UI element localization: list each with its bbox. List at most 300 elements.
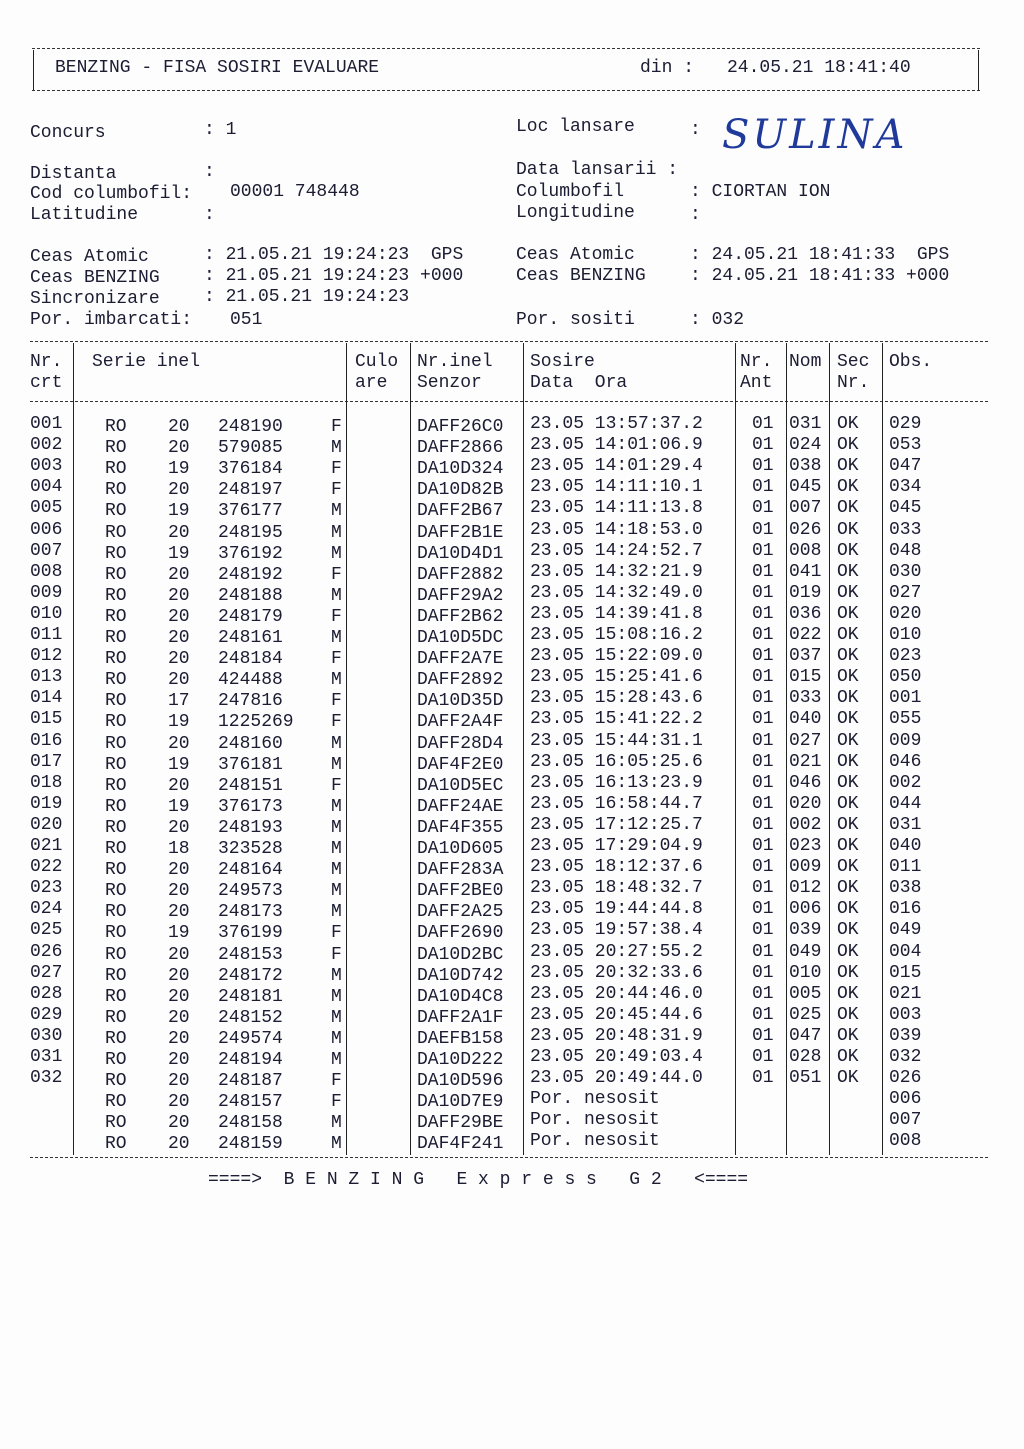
cell-sec: OK bbox=[837, 667, 859, 688]
distanta-label: Distanta bbox=[30, 164, 117, 184]
cell-sec: OK bbox=[837, 772, 859, 793]
cell-sensor-id: DAFF28D4 bbox=[417, 733, 504, 754]
cell-sex: M bbox=[331, 902, 342, 923]
concurs-value: : 1 bbox=[204, 120, 237, 140]
cell-sex: F bbox=[331, 1071, 342, 1092]
cell-sensor-id: DAF4F2E0 bbox=[417, 754, 504, 775]
cell-sec: OK bbox=[837, 1004, 859, 1025]
cell-sensor-id: DAFF2A1F bbox=[417, 1007, 504, 1028]
col-culoare: Culo bbox=[355, 352, 399, 372]
cell-sensor-id: DAFF26C0 bbox=[417, 417, 504, 437]
cell-nom: 006 bbox=[789, 899, 822, 920]
cell-nom: 015 bbox=[789, 667, 822, 688]
cell-ring-country: RO bbox=[105, 775, 127, 796]
cell-arrival-time: 23.05 20:32:33.6 bbox=[530, 962, 703, 983]
cell-ring-year: 20 bbox=[168, 649, 190, 670]
header-border-top bbox=[32, 48, 980, 49]
cell-sec: OK bbox=[837, 414, 859, 434]
cell-obs: 038 bbox=[889, 878, 922, 899]
cell-obs: 016 bbox=[889, 899, 922, 920]
cell-obs: 049 bbox=[889, 920, 922, 941]
cell-sensor-id: DAFF283A bbox=[417, 860, 504, 881]
col-data-ora: Data Ora bbox=[530, 373, 628, 393]
cell-obs: 002 bbox=[889, 772, 922, 793]
cell-sec: OK bbox=[837, 561, 859, 582]
cell-sec: OK bbox=[837, 625, 859, 645]
long-label: Longitudine bbox=[516, 203, 635, 223]
cell-sex: M bbox=[331, 1050, 342, 1070]
cell-ant: 01 bbox=[752, 435, 774, 456]
cell-sex: M bbox=[331, 860, 342, 881]
cell-obs: 039 bbox=[889, 1025, 922, 1046]
cell-arrival-time: 23.05 15:41:22.2 bbox=[530, 709, 703, 730]
cell-arrival-time: 23.05 20:49:03.4 bbox=[530, 1047, 703, 1067]
cell-arrival-time: Por. nesosit bbox=[530, 1089, 660, 1110]
cell-sex: M bbox=[331, 754, 342, 775]
cell-sex: F bbox=[331, 923, 342, 944]
cell-sensor-id: DAFF2A4F bbox=[417, 712, 504, 733]
cell-ant: 01 bbox=[752, 1025, 774, 1046]
cell-nr: 025 bbox=[30, 920, 63, 941]
cell-obs: 015 bbox=[889, 962, 922, 983]
cell-nr: 009 bbox=[30, 582, 63, 603]
cell-obs: 020 bbox=[889, 603, 922, 624]
imbarcati-label: Por. imbarcati: bbox=[30, 310, 193, 330]
loc-label: Loc lansare bbox=[516, 117, 635, 137]
cell-ring-country: RO bbox=[105, 860, 127, 881]
cell-ring-country: RO bbox=[105, 691, 127, 712]
cell-sec: OK bbox=[837, 477, 859, 498]
cell-ring-number: 248164 bbox=[218, 860, 283, 881]
cell-nr: 017 bbox=[30, 751, 63, 772]
col-nr-inel: Nr.inel bbox=[417, 352, 493, 372]
cell-nr: 029 bbox=[30, 1004, 63, 1025]
cell-ring-year: 19 bbox=[168, 754, 190, 775]
cell-ring-country: RO bbox=[105, 1113, 127, 1134]
ceas-atomic2-label: Ceas Atomic bbox=[516, 245, 635, 265]
cell-sex: M bbox=[331, 1134, 342, 1155]
cell-nr: 031 bbox=[30, 1047, 63, 1067]
cell-ring-number: 579085 bbox=[218, 438, 283, 459]
cell-sex: M bbox=[331, 628, 342, 648]
cell-ring-number: 248153 bbox=[218, 944, 283, 965]
col-ant: Ant bbox=[740, 373, 773, 393]
col-nr-ant: Nr. bbox=[740, 352, 773, 372]
ceas-benzing-label: Ceas BENZING bbox=[30, 268, 160, 288]
cell-arrival-time: 23.05 15:25:41.6 bbox=[530, 667, 703, 688]
cell-sec: OK bbox=[837, 519, 859, 540]
cell-ring-number: 248158 bbox=[218, 1113, 283, 1134]
cell-nom: 012 bbox=[789, 878, 822, 899]
cell-ring-number: 424488 bbox=[218, 670, 283, 691]
cell-nr: 023 bbox=[30, 878, 63, 899]
cell-ant: 01 bbox=[752, 414, 774, 434]
cell-obs: 026 bbox=[889, 1068, 922, 1089]
cell-ring-country: RO bbox=[105, 1134, 127, 1155]
cell-sex: F bbox=[331, 459, 342, 480]
cell-ring-country: RO bbox=[105, 902, 127, 923]
cell-ring-year: 20 bbox=[168, 606, 190, 627]
cell-ring-number: 248188 bbox=[218, 585, 283, 606]
cell-ring-number: 248151 bbox=[218, 775, 283, 796]
cell-sec: OK bbox=[837, 1068, 859, 1089]
cell-ring-country: RO bbox=[105, 817, 127, 838]
cell-ring-number: 248195 bbox=[218, 522, 283, 543]
cell-ring-year: 20 bbox=[168, 965, 190, 986]
cell-sensor-id: DAFF2B62 bbox=[417, 606, 504, 627]
table-top-rule bbox=[30, 341, 988, 342]
cell-ant: 01 bbox=[752, 836, 774, 856]
cell-nr: 024 bbox=[30, 899, 63, 920]
cell-arrival-time: 23.05 14:32:21.9 bbox=[530, 561, 703, 582]
cell-sensor-id: DAFF2A7E bbox=[417, 649, 504, 670]
cell-nom: 041 bbox=[789, 561, 822, 582]
cell-obs: 047 bbox=[889, 456, 922, 477]
cell-sensor-id: DAF4F241 bbox=[417, 1134, 504, 1155]
cell-ant: 01 bbox=[752, 582, 774, 603]
cell-ring-country: RO bbox=[105, 944, 127, 965]
cell-arrival-time: Por. nesosit bbox=[530, 1131, 660, 1152]
cell-sex: F bbox=[331, 480, 342, 501]
cell-obs: 031 bbox=[889, 814, 922, 835]
cell-arrival-time: 23.05 14:01:06.9 bbox=[530, 435, 703, 456]
cell-ring-number: 376177 bbox=[218, 501, 283, 522]
cell-sensor-id: DA10D35D bbox=[417, 691, 504, 712]
cell-sex: M bbox=[331, 1028, 342, 1049]
col-nr: Nr. bbox=[30, 352, 63, 372]
column-divider bbox=[829, 343, 830, 1155]
cell-ring-country: RO bbox=[105, 1092, 127, 1113]
cell-ring-year: 20 bbox=[168, 902, 190, 923]
cell-ring-country: RO bbox=[105, 522, 127, 543]
cell-sensor-id: DAFF2892 bbox=[417, 670, 504, 691]
cell-ring-number: 376184 bbox=[218, 459, 283, 480]
cell-ring-country: RO bbox=[105, 965, 127, 986]
cell-arrival-time: 23.05 20:27:55.2 bbox=[530, 941, 703, 962]
cell-nr: 001 bbox=[30, 414, 63, 434]
cell-sex: M bbox=[331, 585, 342, 606]
cell-obs: 003 bbox=[889, 1004, 922, 1025]
cell-sec: OK bbox=[837, 1047, 859, 1067]
cell-sex: M bbox=[331, 796, 342, 817]
cell-ring-number: 248160 bbox=[218, 733, 283, 754]
column-divider bbox=[882, 343, 883, 1155]
cell-nr: 015 bbox=[30, 709, 63, 730]
cell-ring-number: 248184 bbox=[218, 649, 283, 670]
cell-obs: 033 bbox=[889, 519, 922, 540]
cell-nr: 008 bbox=[30, 561, 63, 582]
col-nom: Nom bbox=[789, 352, 822, 372]
columbofil-value: : CIORTAN ION bbox=[690, 182, 831, 202]
cell-ant: 01 bbox=[752, 667, 774, 688]
cell-ant: 01 bbox=[752, 603, 774, 624]
cell-nom: 026 bbox=[789, 519, 822, 540]
cell-sex: M bbox=[331, 501, 342, 522]
lat-label: Latitudine bbox=[30, 205, 139, 225]
cell-obs: 006 bbox=[889, 1089, 922, 1110]
cell-sex: F bbox=[331, 1092, 342, 1113]
cell-arrival-time: 23.05 18:12:37.6 bbox=[530, 857, 703, 878]
ceas-benzing-value: : 21.05.21 19:24:23 +000 bbox=[204, 266, 464, 286]
cell-ring-year: 20 bbox=[168, 1134, 190, 1155]
cell-obs: 008 bbox=[889, 1131, 922, 1152]
cell-ring-country: RO bbox=[105, 1007, 127, 1028]
cell-obs: 055 bbox=[889, 709, 922, 730]
cell-sec: OK bbox=[837, 688, 859, 709]
cell-sex: M bbox=[331, 1113, 342, 1134]
cell-sensor-id: DAFF2866 bbox=[417, 438, 504, 459]
cell-ant: 01 bbox=[752, 962, 774, 983]
cell-sex: F bbox=[331, 417, 342, 437]
cell-arrival-time: 23.05 17:12:25.7 bbox=[530, 814, 703, 835]
cell-obs: 032 bbox=[889, 1047, 922, 1067]
cell-nr: 019 bbox=[30, 793, 63, 814]
cell-arrival-time: 23.05 20:45:44.6 bbox=[530, 1004, 703, 1025]
cell-nom: 008 bbox=[789, 540, 822, 561]
col-sosire: Sosire bbox=[530, 352, 595, 372]
cell-nr: 020 bbox=[30, 814, 63, 835]
cell-ring-country: RO bbox=[105, 923, 127, 944]
sositi-label: Por. sositi bbox=[516, 310, 635, 330]
cell-nr: 022 bbox=[30, 857, 63, 878]
cell-ring-year: 20 bbox=[168, 1071, 190, 1092]
cell-sec: OK bbox=[837, 709, 859, 730]
cell-ring-year: 20 bbox=[168, 564, 190, 585]
cell-sex: F bbox=[331, 691, 342, 712]
cell-nom: 027 bbox=[789, 730, 822, 751]
cell-ring-number: 1225269 bbox=[218, 712, 294, 733]
cell-nr: 021 bbox=[30, 836, 63, 856]
cell-ring-country: RO bbox=[105, 649, 127, 670]
cell-nom: 025 bbox=[789, 1004, 822, 1025]
cell-sensor-id: DAFF2882 bbox=[417, 564, 504, 585]
cell-sex: F bbox=[331, 712, 342, 733]
cell-ring-number: 248181 bbox=[218, 986, 283, 1007]
document-title: BENZING - FISA SOSIRI EVALUARE bbox=[55, 58, 380, 78]
cell-ring-number: 376192 bbox=[218, 543, 283, 564]
cell-ring-year: 20 bbox=[168, 860, 190, 881]
cell-sex: F bbox=[331, 775, 342, 796]
cell-sec: OK bbox=[837, 941, 859, 962]
cell-ring-year: 20 bbox=[168, 881, 190, 902]
cell-sec: OK bbox=[837, 540, 859, 561]
cell-ring-number: 248159 bbox=[218, 1134, 283, 1155]
cell-sensor-id: DAFF29A2 bbox=[417, 585, 504, 606]
cell-sex: M bbox=[331, 817, 342, 838]
col-crt: crt bbox=[30, 373, 63, 393]
sinc-label: Sincronizare bbox=[30, 289, 160, 309]
cell-ring-number: 249574 bbox=[218, 1028, 283, 1049]
cell-nr: 011 bbox=[30, 625, 63, 645]
header-border-left bbox=[33, 50, 34, 90]
cell-sex: F bbox=[331, 649, 342, 670]
cell-sensor-id: DA10D7E9 bbox=[417, 1092, 504, 1113]
cell-arrival-time: 23.05 19:57:38.4 bbox=[530, 920, 703, 941]
col-culoare-2: are bbox=[355, 373, 388, 393]
cell-nom: 010 bbox=[789, 962, 822, 983]
cell-arrival-time: 23.05 15:28:43.6 bbox=[530, 688, 703, 709]
cell-nr: 003 bbox=[30, 456, 63, 477]
cell-sex: M bbox=[331, 438, 342, 459]
cell-ring-number: 248187 bbox=[218, 1071, 283, 1092]
cell-ring-year: 20 bbox=[168, 480, 190, 501]
cell-ring-year: 20 bbox=[168, 1050, 190, 1070]
cell-ring-number: 376181 bbox=[218, 754, 283, 775]
cell-sensor-id: DAFF24AE bbox=[417, 796, 504, 817]
cell-sensor-id: DA10D5EC bbox=[417, 775, 504, 796]
cell-ring-year: 19 bbox=[168, 796, 190, 817]
cell-ring-year: 20 bbox=[168, 817, 190, 838]
cell-obs: 046 bbox=[889, 751, 922, 772]
cell-sensor-id: DA10D324 bbox=[417, 459, 504, 480]
cell-ring-number: 323528 bbox=[218, 839, 283, 859]
cell-arrival-time: 23.05 16:05:25.6 bbox=[530, 751, 703, 772]
cell-ring-country: RO bbox=[105, 754, 127, 775]
cell-ring-year: 19 bbox=[168, 712, 190, 733]
cell-ring-year: 20 bbox=[168, 522, 190, 543]
cell-ring-year: 19 bbox=[168, 501, 190, 522]
cell-nom: 022 bbox=[789, 625, 822, 645]
cell-ring-year: 20 bbox=[168, 1113, 190, 1134]
cell-nr: 010 bbox=[30, 603, 63, 624]
cell-ring-country: RO bbox=[105, 881, 127, 902]
cell-ring-country: RO bbox=[105, 438, 127, 459]
long-value: : bbox=[690, 205, 701, 225]
cell-ant: 01 bbox=[752, 477, 774, 498]
cell-ring-country: RO bbox=[105, 712, 127, 733]
cell-sensor-id: DA10D222 bbox=[417, 1050, 504, 1070]
cell-nom: 019 bbox=[789, 582, 822, 603]
cell-obs: 010 bbox=[889, 625, 922, 645]
cell-ring-year: 20 bbox=[168, 585, 190, 606]
column-divider bbox=[523, 343, 524, 1155]
cell-obs: 029 bbox=[889, 414, 922, 434]
cell-ant: 01 bbox=[752, 1068, 774, 1089]
cell-ring-year: 19 bbox=[168, 459, 190, 480]
cell-sensor-id: DAFF2B67 bbox=[417, 501, 504, 522]
data-lansarii-label: Data lansarii : bbox=[516, 160, 679, 180]
cell-sensor-id: DA10D605 bbox=[417, 839, 504, 859]
col-obs: Obs. bbox=[889, 352, 933, 372]
cell-ring-number: 248193 bbox=[218, 817, 283, 838]
cell-ant: 01 bbox=[752, 857, 774, 878]
cell-ant: 01 bbox=[752, 519, 774, 540]
cod-label: Cod columbofil: bbox=[30, 184, 193, 204]
cell-arrival-time: 23.05 20:44:46.0 bbox=[530, 983, 703, 1004]
cell-arrival-time: 23.05 14:18:53.0 bbox=[530, 519, 703, 540]
cell-nr: 006 bbox=[30, 519, 63, 540]
cell-nom: 036 bbox=[789, 603, 822, 624]
cell-ring-year: 18 bbox=[168, 839, 190, 859]
lat-value: : bbox=[204, 205, 215, 225]
cell-ant: 01 bbox=[752, 456, 774, 477]
cell-ring-number: 249573 bbox=[218, 881, 283, 902]
cell-sex: M bbox=[331, 965, 342, 986]
ceas-atomic-label: Ceas Atomic bbox=[30, 247, 149, 267]
cell-arrival-time: 23.05 14:11:10.1 bbox=[530, 477, 703, 498]
cell-ant: 01 bbox=[752, 772, 774, 793]
cell-nr: 013 bbox=[30, 667, 63, 688]
cell-sex: F bbox=[331, 606, 342, 627]
cell-sensor-id: DA10D2BC bbox=[417, 944, 504, 965]
cell-nom: 021 bbox=[789, 751, 822, 772]
cell-ring-number: 247816 bbox=[218, 691, 283, 712]
cell-ring-year: 20 bbox=[168, 944, 190, 965]
cell-arrival-time: Por. nesosit bbox=[530, 1110, 660, 1131]
cell-sex: F bbox=[331, 944, 342, 965]
cell-arrival-time: 23.05 17:29:04.9 bbox=[530, 836, 703, 856]
cell-sex: M bbox=[331, 543, 342, 564]
col-sec-nr: Nr. bbox=[837, 373, 870, 393]
din-label: din : bbox=[640, 58, 695, 78]
cell-ring-year: 20 bbox=[168, 1007, 190, 1028]
cell-sec: OK bbox=[837, 878, 859, 899]
cell-sensor-id: DA10D5DC bbox=[417, 628, 504, 648]
cell-ring-year: 17 bbox=[168, 691, 190, 712]
cell-sensor-id: DAFF29BE bbox=[417, 1113, 504, 1134]
cell-obs: 009 bbox=[889, 730, 922, 751]
cell-ant: 01 bbox=[752, 899, 774, 920]
cell-ring-number: 248152 bbox=[218, 1007, 283, 1028]
col-sec: Sec bbox=[837, 352, 870, 372]
cell-sec: OK bbox=[837, 751, 859, 772]
cell-ring-number: 376173 bbox=[218, 796, 283, 817]
column-divider bbox=[735, 343, 736, 1155]
cell-ring-number: 248190 bbox=[218, 417, 283, 437]
cell-ring-country: RO bbox=[105, 733, 127, 754]
cell-obs: 034 bbox=[889, 477, 922, 498]
cell-arrival-time: 23.05 16:58:44.7 bbox=[530, 793, 703, 814]
header-border-bottom bbox=[32, 90, 980, 91]
distanta-value: : bbox=[204, 162, 215, 182]
cell-arrival-time: 23.05 14:24:52.7 bbox=[530, 540, 703, 561]
column-divider bbox=[73, 343, 74, 1155]
cell-nom: 020 bbox=[789, 793, 822, 814]
sinc-value: : 21.05.21 19:24:23 bbox=[204, 287, 410, 307]
cell-sex: M bbox=[331, 670, 342, 691]
cell-ring-year: 20 bbox=[168, 670, 190, 691]
cell-ant: 01 bbox=[752, 814, 774, 835]
cell-nr: 030 bbox=[30, 1025, 63, 1046]
cell-nom: 037 bbox=[789, 646, 822, 667]
cell-nom: 009 bbox=[789, 857, 822, 878]
cell-arrival-time: 23.05 20:48:31.9 bbox=[530, 1025, 703, 1046]
header-border-right bbox=[978, 50, 979, 90]
cell-ant: 01 bbox=[752, 983, 774, 1004]
cell-nom: 045 bbox=[789, 477, 822, 498]
ceas-atomic-value: : 21.05.21 19:24:23 GPS bbox=[204, 245, 464, 265]
column-divider bbox=[410, 343, 411, 1155]
cell-ring-year: 20 bbox=[168, 1028, 190, 1049]
table-bottom-rule bbox=[30, 1157, 988, 1158]
columbofil-label: Columbofil bbox=[516, 182, 625, 202]
cell-ring-country: RO bbox=[105, 606, 127, 627]
footer-brand: ====> B E N Z I N G E x p r e s s G 2 <==== bbox=[208, 1170, 749, 1190]
cell-ring-country: RO bbox=[105, 501, 127, 522]
cell-ant: 01 bbox=[752, 625, 774, 645]
cell-obs: 030 bbox=[889, 561, 922, 582]
cell-ant: 01 bbox=[752, 730, 774, 751]
cell-sec: OK bbox=[837, 983, 859, 1004]
cell-sec: OK bbox=[837, 836, 859, 856]
cell-nom: 005 bbox=[789, 983, 822, 1004]
cell-nom: 024 bbox=[789, 435, 822, 456]
loc-colon: : bbox=[690, 120, 701, 140]
cell-ring-country: RO bbox=[105, 628, 127, 648]
cell-ring-year: 19 bbox=[168, 543, 190, 564]
cell-sex: M bbox=[331, 986, 342, 1007]
cell-ring-country: RO bbox=[105, 459, 127, 480]
